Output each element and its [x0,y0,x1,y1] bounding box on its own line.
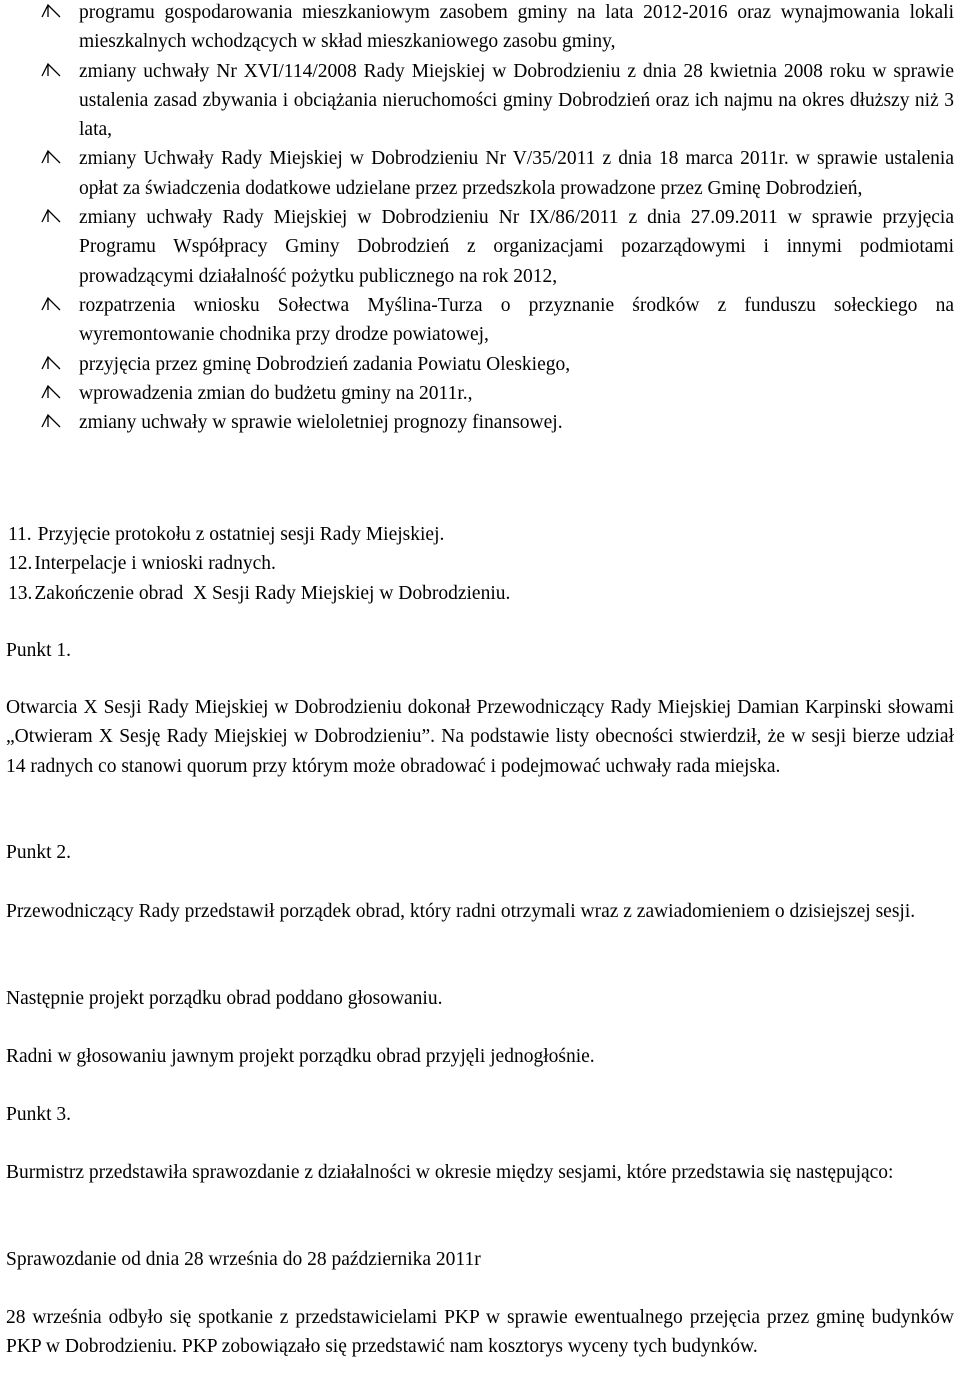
list-item: wprowadzenia zmian do budżetu gminy na 2011r., [0,379,960,408]
report-title: Sprawozdanie od dnia 28 września do 28 października 2011r [6,1249,481,1270]
arrow-bullet-icon [40,62,62,78]
list-item: zmiany uchwały Rady Miejskiej w Dobrodzieniu Nr IX/86/2011 z dnia 27.09.2011 w sprawie przyjęcia Programu Współpracy Gminy Dobrodzień z organizacjami pozarządowymi i innymi podmiotami prowadzącymi działalność pożytku publicznego na rok 2012, [0,203,960,291]
arrow-bullet-icon [40,3,62,19]
list-item: przyjęcia przez gminę Dobrodzień zadania Powiatu Oleskiego, [0,350,960,379]
punkt-2-result-text: Radni w głosowaniu jawnym projekt porządku obrad przyjęli jednogłośnie. [6,1046,595,1067]
agenda-sub-list [0,0,960,437]
arrow-bullet-icon [40,413,62,429]
agenda-numbered-list [0,520,960,608]
list-item: rozpatrzenia wniosku Sołectwa Myślina-Turza o przyznanie środków z funduszu sołeckiego na wyremontowanie chodnika przy drodze powiatowej, [0,291,960,350]
list-item: 12. Interpelacje i wnioski radnych. [8,553,276,575]
arrow-bullet-icon [40,149,62,165]
punkt-1-heading: Punkt 1. [6,640,72,661]
punkt-2-vote-text: Następnie projekt porządku obrad poddano głosowaniu. [6,988,443,1009]
arrow-bullet-icon [40,208,62,224]
list-item: 11. Przyjęcie protokołu z ostatniej sesji Rady Miejskiej. [8,524,445,545]
report-entry: 28 września odbyło się spotkanie z przedstawicielami PKP w sprawie ewentualnego przejęcia przez gminę budynków PKP w Dobrodzieniu. PKP zobowiązało się przedstawić nam kosztorys wyceny tych budynków. [6,1307,954,1358]
punkt-2-heading: Punkt 2. [6,842,72,863]
arrow-bullet-icon [40,296,62,312]
list-item: programu gospodarowania mieszkaniowym zasobem gminy na lata 2012-2016 oraz wynajmowania lokali mieszkalnych wchodzących w skład mieszkaniowego zasobu gminy, [0,0,960,57]
arrow-bullet-icon [40,355,62,371]
list-item: 13. Zakończenie obrad X Sesji Rady Miejskiej w Dobrodzieniu. [8,582,511,604]
list-item: zmiany uchwały w sprawie wieloletniej prognozy finansowej. [0,408,960,437]
punkt-3-text: Burmistrz przedstawiła sprawozdanie z działalności w okresie między sesjami, które przedstawia się następująco: [6,1162,894,1183]
list-item: zmiany uchwały Nr XVI/114/2008 Rady Miejskiej w Dobrodzieniu z dnia 28 kwietnia 2008 roku w sprawie ustalenia zasad zbywania i obciążania nieruchomości gminy Dobrodzień oraz ich najmu na okres dłuższy niż 3 lata, [0,57,960,145]
arrow-bullet-icon [40,384,62,400]
punkt-2-text: Przewodniczący Rady przedstawił porządek obrad, który radni otrzymali wraz z zawiadomieniem o dzisiejszej sesji. [6,901,916,922]
punkt-1-text: Otwarcia X Sesji Rady Miejskiej w Dobrodzieniu dokonał Przewodniczący Rady Miejskiej Damian Karpinski słowami „Otwieram X Sesję Rady Miejskiej w Dobrodzieniu”. Na podstawie listy obecności stwierdził, że w sesji bierze udział 14 radnych co stanowi quorum przy którym może obradować i podejmować uchwały rada miejska. [6,697,954,777]
punkt-3-heading: Punkt 3. [6,1104,72,1125]
list-item: zmiany Uchwały Rady Miejskiej w Dobrodzieniu Nr V/35/2011 z dnia 18 marca 2011r. w sprawie ustalenia opłat za świadczenia dodatkowe udzielane przez przedszkola prowadzone przez Gminę Dobrodzień, [0,144,960,203]
